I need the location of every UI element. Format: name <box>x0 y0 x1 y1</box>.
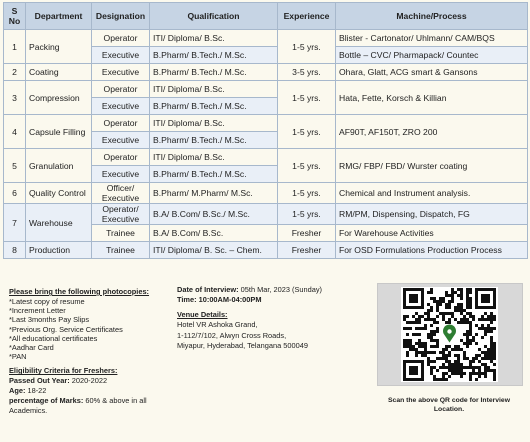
machine-cell: Bottle – CVC/ Pharmapack/ Countec <box>336 47 528 64</box>
interview-section <box>177 285 357 352</box>
sno-cell: 2 <box>4 64 26 81</box>
passed-out-label: Passed Out Year: <box>9 376 70 386</box>
table-row <box>4 204 528 225</box>
qualification-cell: ITI/ Diploma/ B.Sc. <box>150 115 278 132</box>
experience-cell: Fresher <box>278 242 336 259</box>
header-qualification: Qualification <box>150 3 278 30</box>
age <box>9 386 177 396</box>
header-experience: Experience <box>278 3 336 30</box>
qualification-cell: B.A/ B.Com/ B.Sc. <box>150 225 278 242</box>
qr-caption <box>370 397 528 414</box>
department-cell: Compression <box>26 81 92 115</box>
qualification-cell: B.Pharm/ B.Tech./ M.Sc. <box>150 47 278 64</box>
department-cell: Quality Control <box>26 183 92 204</box>
age-value: 18-22 <box>27 386 47 396</box>
list-item: *All educational certificates <box>9 333 98 343</box>
experience-cell: 1-5 yrs. <box>278 149 336 183</box>
table-row <box>4 81 528 98</box>
table-row <box>4 183 528 204</box>
experience-cell: 3-5 yrs. <box>278 64 336 81</box>
designation-cell: Executive <box>92 132 150 149</box>
list-item: *PAN <box>9 352 27 362</box>
designation-cell: Trainee <box>92 242 150 259</box>
experience-cell: 1-5 yrs. <box>278 81 336 115</box>
designation-cell: Operator <box>92 115 150 132</box>
table-row <box>4 64 528 81</box>
interview-date <box>177 285 357 295</box>
marks <box>9 396 177 416</box>
documents-list <box>9 297 177 361</box>
machine-cell: For OSD Formulations Production Process <box>336 242 528 259</box>
marks-value: 60% & above in all Academics. <box>9 396 147 415</box>
sno-cell: 1 <box>4 30 26 64</box>
sno-cell: 6 <box>4 183 26 204</box>
time-label: Time: <box>177 294 197 304</box>
experience-cell: 1-5 yrs. <box>278 115 336 149</box>
sno-cell: 3 <box>4 81 26 115</box>
machine-cell: Blister - Cartonator/ Uhlmann/ CAM/BQS <box>336 30 528 47</box>
documents-heading: Please bring the following photocopies: <box>9 287 150 296</box>
interview-time <box>177 295 357 305</box>
experience-cell: 1-5 yrs. <box>278 183 336 204</box>
qualification-cell: ITI/ Diploma/ B.Sc. <box>150 81 278 98</box>
machine-cell: RM/PM, Dispensing, Dispatch, FG <box>336 204 528 225</box>
list-item: *Increment Letter <box>9 306 66 316</box>
machine-cell: Ohara, Glatt, ACG smart & Gansons <box>336 64 528 81</box>
passed-out-value: 2020-2022 <box>71 376 108 386</box>
eligibility-heading: Eligibility Criteria for Freshers: <box>9 366 118 376</box>
details-section <box>0 283 530 442</box>
qr-caption-line: Scan the above QR code for Interview <box>388 397 510 404</box>
qualification-cell: B.Pharm/ M.Pharm/ M.Sc. <box>150 183 278 204</box>
header-designation: Designation <box>92 3 150 30</box>
machine-cell: For Warehouse Activities <box>336 225 528 242</box>
documents-section <box>9 287 177 416</box>
venue-line: Miyapur, Hyderabad, Telangana 500049 <box>177 341 308 350</box>
qualification-cell: B.Pharm/ B.Tech./ M.Sc. <box>150 166 278 183</box>
date-value: 05th Mar, 2023 (Sunday) <box>240 285 323 294</box>
qualification-cell: B.Pharm/ B.Tech./ M.Sc. <box>150 64 278 81</box>
venue-line: Hotel VR Ashoka Grand, <box>177 320 258 329</box>
job-openings-table <box>3 2 528 259</box>
machine-cell: RMG/ FBP/ FBD/ Wurster coating <box>336 149 528 183</box>
list-item: *Latest copy of resume <box>9 297 85 306</box>
sno-cell: 8 <box>4 242 26 259</box>
qualification-cell: B.Pharm/ B.Tech./ M.Sc. <box>150 132 278 149</box>
qualification-cell: ITI/ Diploma/ B.Sc. <box>150 149 278 166</box>
department-cell: Coating <box>26 64 92 81</box>
designation-cell: Executive <box>92 166 150 183</box>
marks-label: percentage of Marks: <box>9 396 84 406</box>
time-value: 10:00AM-04:00PM <box>198 294 262 304</box>
department-cell: Packing <box>26 30 92 64</box>
experience-cell: 1-5 yrs. <box>278 204 336 225</box>
venue-line: 1-112/7/102, Alwyn Cross Roads, <box>177 330 287 340</box>
table-row <box>4 242 528 259</box>
department-cell: Capsule Filling <box>26 115 92 149</box>
sno-cell: 5 <box>4 149 26 183</box>
table-row <box>4 149 528 166</box>
department-cell: Granulation <box>26 149 92 183</box>
department-cell: Warehouse <box>26 204 92 242</box>
age-label: Age: <box>9 386 26 396</box>
machine-cell: Hata, Fette, Korsch & Killian <box>336 81 528 115</box>
designation-cell: Operator/ Executive <box>92 204 150 225</box>
header-department: Department <box>26 3 92 30</box>
header-machine-process: Machine/Process <box>336 3 528 30</box>
designation-cell: Officer/ Executive <box>92 183 150 204</box>
list-item: *Last 3months Pay Slips <box>9 315 90 325</box>
qualification-cell: ITI/ Diploma/ B. Sc. – Chem. <box>150 242 278 259</box>
designation-cell: Executive <box>92 64 150 81</box>
qr-code[interactable] <box>377 283 523 386</box>
qr-code-icon <box>381 287 519 382</box>
header-sno: S No <box>4 3 26 30</box>
qualification-cell: B.Pharm/ B.Tech./ M.Sc. <box>150 98 278 115</box>
sno-cell: 7 <box>4 204 26 242</box>
venue-heading: Venue Details: <box>177 310 228 319</box>
machine-cell: Chemical and Instrument analysis. <box>336 183 528 204</box>
passed-out-year <box>9 376 177 386</box>
sno-cell: 4 <box>4 115 26 149</box>
qualification-cell: ITI/ Diploma/ B.Sc. <box>150 30 278 47</box>
designation-cell: Trainee <box>92 225 150 242</box>
machine-cell: AF90T, AF150T, ZRO 200 <box>336 115 528 149</box>
experience-cell: 1-5 yrs. <box>278 30 336 64</box>
designation-cell: Executive <box>92 47 150 64</box>
qualification-cell: B.A/ B.Com/ B.Sc./ M.Sc. <box>150 204 278 225</box>
designation-cell: Operator <box>92 30 150 47</box>
qr-caption-line: Location. <box>433 405 465 413</box>
designation-cell: Operator <box>92 81 150 98</box>
department-cell: Production <box>26 242 92 259</box>
table-row <box>4 115 528 132</box>
designation-cell: Executive <box>92 98 150 115</box>
designation-cell: Operator <box>92 149 150 166</box>
table-row <box>4 30 528 47</box>
experience-cell: Fresher <box>278 225 336 242</box>
date-label: Date of Interview: <box>177 285 239 294</box>
list-item: *Aadhar Card <box>9 343 54 353</box>
table-header-row <box>4 3 528 30</box>
list-item: *Previous Org. Service Certificates <box>9 324 123 334</box>
eligibility-section <box>9 366 177 415</box>
